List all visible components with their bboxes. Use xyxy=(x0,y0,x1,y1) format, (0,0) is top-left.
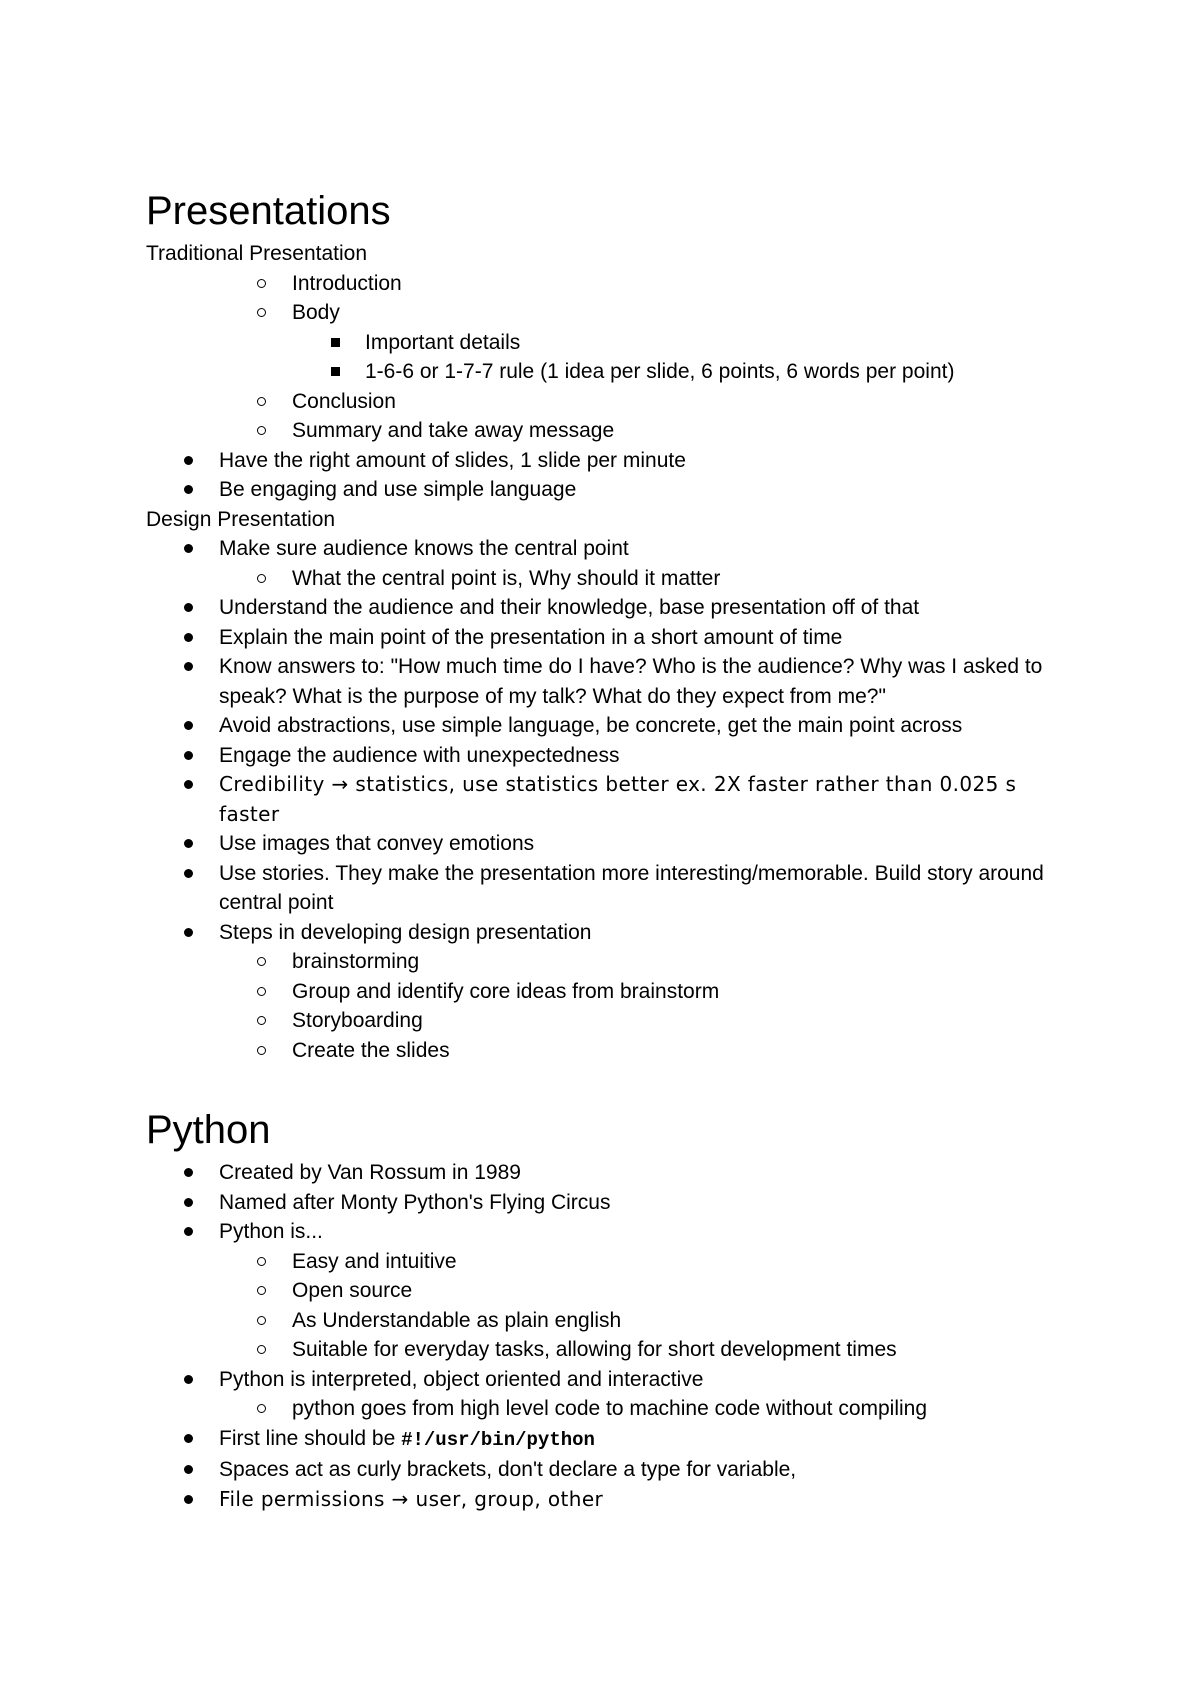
list-item: Python is... xyxy=(146,1217,1076,1247)
list-item: Summary and take away message xyxy=(146,416,1076,446)
list-item: Be engaging and use simple language xyxy=(146,475,1076,505)
list-item: brainstorming xyxy=(146,947,1076,977)
list-item: Introduction xyxy=(146,269,1076,299)
hollow-circle-bullet-icon xyxy=(254,1006,268,1036)
hollow-circle-bullet-icon xyxy=(254,416,268,446)
subheading-traditional-presentation: Traditional Presentation xyxy=(146,242,368,265)
list-item: Conclusion xyxy=(146,387,1076,417)
disc-bullet-icon xyxy=(181,1217,195,1247)
hollow-circle-bullet-icon xyxy=(254,1306,268,1336)
list-item: Create the slides xyxy=(146,1036,1076,1066)
list-item: As Understandable as plain english xyxy=(146,1306,1076,1336)
list-item: Python is interpreted, object oriented and interactive xyxy=(146,1365,1076,1395)
hollow-circle-bullet-icon xyxy=(254,1276,268,1306)
hollow-circle-bullet-icon xyxy=(254,269,268,299)
disc-bullet-icon xyxy=(181,741,195,771)
list-item: Avoid abstractions, use simple language, be concrete, get the main point across xyxy=(146,711,1076,741)
list-item: Suitable for everyday tasks, allowing for short development times xyxy=(146,1335,1076,1365)
design-presentation-list xyxy=(146,534,1076,1065)
list-item: Use stories. They make the presentation more interesting/memorable. Build story around central point xyxy=(146,859,1076,918)
disc-bullet-icon xyxy=(181,446,195,476)
list-item: 1-6-6 or 1-7-7 rule (1 idea per slide, 6 points, 6 words per point) xyxy=(146,357,1076,387)
traditional-presentation-list xyxy=(146,269,1076,505)
square-bullet-icon xyxy=(328,357,342,387)
disc-bullet-icon xyxy=(181,1365,195,1395)
list-item: Explain the main point of the presentation in a short amount of time xyxy=(146,623,1076,653)
hollow-circle-bullet-icon xyxy=(254,564,268,594)
list-item: Make sure audience knows the central point xyxy=(146,534,1076,564)
list-item: Have the right amount of slides, 1 slide per minute xyxy=(146,446,1076,476)
square-bullet-icon xyxy=(328,328,342,358)
hollow-circle-bullet-icon xyxy=(254,298,268,328)
python-list xyxy=(146,1158,1076,1514)
list-item: Open source xyxy=(146,1276,1076,1306)
list-item: Understand the audience and their knowledge, base presentation off of that xyxy=(146,593,1076,623)
hollow-circle-bullet-icon xyxy=(254,1247,268,1277)
hollow-circle-bullet-icon xyxy=(254,1335,268,1365)
disc-bullet-icon xyxy=(181,1188,195,1218)
hollow-circle-bullet-icon xyxy=(254,947,268,977)
document-body xyxy=(146,183,1076,1514)
heading-presentations: Presentations xyxy=(146,189,391,233)
list-item: Use images that convey emotions xyxy=(146,829,1076,859)
list-item: First line should be #!/usr/bin/python xyxy=(146,1424,1076,1456)
disc-bullet-icon xyxy=(181,1485,195,1515)
list-item: Created by Van Rossum in 1989 xyxy=(146,1158,1076,1188)
disc-bullet-icon xyxy=(181,593,195,623)
list-item: Steps in developing design presentation xyxy=(146,918,1076,948)
hollow-circle-bullet-icon xyxy=(254,977,268,1007)
disc-bullet-icon xyxy=(181,918,195,948)
disc-bullet-icon xyxy=(181,770,195,800)
disc-bullet-icon xyxy=(181,475,195,505)
disc-bullet-icon xyxy=(181,623,195,653)
list-item: Important details xyxy=(146,328,1076,358)
disc-bullet-icon xyxy=(181,1455,195,1485)
list-item: What the central point is, Why should it matter xyxy=(146,564,1076,594)
heading-python: Python xyxy=(146,1108,271,1152)
disc-bullet-icon xyxy=(181,652,195,682)
disc-bullet-icon xyxy=(181,859,195,889)
hollow-circle-bullet-icon xyxy=(254,1036,268,1066)
disc-bullet-icon xyxy=(181,829,195,859)
disc-bullet-icon xyxy=(181,1158,195,1188)
subheading-design-presentation: Design Presentation xyxy=(146,507,336,531)
disc-bullet-icon xyxy=(181,1424,195,1454)
list-item: Credibility → statistics, use statistics better ex. 2X faster rather than 0.025 s faster xyxy=(146,770,1076,829)
list-item: Engage the audience with unexpectedness xyxy=(146,741,1076,771)
list-item: Storyboarding xyxy=(146,1006,1076,1036)
list-item: Know answers to: "How much time do I have? Who is the audience? Why was I asked to speak? What is the purpose of my talk? What do they expect from me?" xyxy=(146,652,1076,711)
list-item: Body xyxy=(146,298,1076,328)
list-item: python goes from high level code to machine code without compiling xyxy=(146,1394,1076,1424)
disc-bullet-icon xyxy=(181,711,195,741)
hollow-circle-bullet-icon xyxy=(254,1394,268,1424)
list-item: Group and identify core ideas from brainstorm xyxy=(146,977,1076,1007)
list-item: Spaces act as curly brackets, don't declare a type for variable, xyxy=(146,1455,1076,1485)
list-item: Named after Monty Python's Flying Circus xyxy=(146,1188,1076,1218)
disc-bullet-icon xyxy=(181,534,195,564)
code-snippet: #!/usr/bin/python xyxy=(401,1428,595,1451)
list-item: Easy and intuitive xyxy=(146,1247,1076,1277)
list-item: File permissions → user, group, other xyxy=(146,1485,1076,1515)
hollow-circle-bullet-icon xyxy=(254,387,268,417)
